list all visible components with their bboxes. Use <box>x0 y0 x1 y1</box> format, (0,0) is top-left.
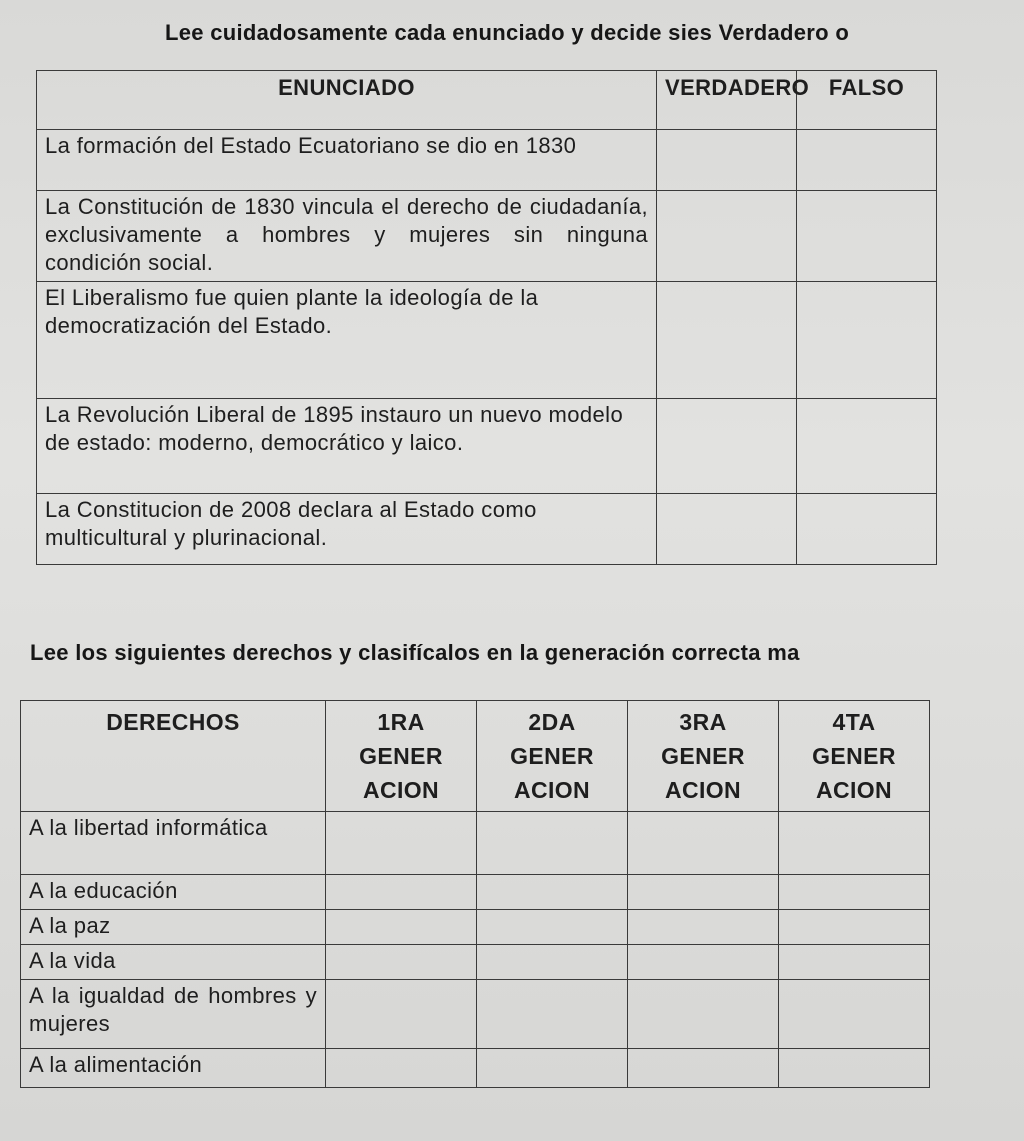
table-row <box>37 494 937 565</box>
instruction-generations: Lee los siguientes derechos y clasifícalos en la generación correcta ma <box>30 640 800 665</box>
true-answer-cell[interactable] <box>657 130 797 191</box>
gen-1-answer-cell[interactable] <box>326 1049 477 1088</box>
right-cell: A la libertad informática <box>21 812 326 875</box>
header-gen-2-line: ACION <box>513 777 591 803</box>
instruction-true-false: Lee cuidadosamente cada enunciado y decide sies Verdadero o <box>165 20 850 45</box>
statement-cell: La Constitución de 1830 vincula el derecho de ciudadanía, exclusivamente a hombres y mujeres sin ninguna condición social. <box>37 191 657 282</box>
table-row <box>21 980 930 1049</box>
true-answer-cell[interactable] <box>657 282 797 399</box>
header-gen-4-line: 4TA <box>832 709 876 735</box>
false-answer-cell[interactable] <box>797 494 937 565</box>
header-false-text: FALSO <box>828 75 905 100</box>
false-answer-cell[interactable] <box>797 191 937 282</box>
gen-3-answer-cell[interactable] <box>628 980 779 1049</box>
right-cell: A la igualdad de hombres y mujeres <box>21 980 326 1049</box>
table-row <box>21 910 930 945</box>
gen-4-answer-cell[interactable] <box>779 875 930 910</box>
gen-4-answer-cell[interactable] <box>779 945 930 980</box>
gen-1-answer-cell[interactable] <box>326 980 477 1049</box>
table-header-row <box>21 701 930 812</box>
true-answer-cell[interactable] <box>657 494 797 565</box>
right-cell: A la vida <box>21 945 326 980</box>
gen-3-answer-cell[interactable] <box>628 875 779 910</box>
header-gen-1-line: GENER <box>359 743 443 769</box>
gen-1-answer-cell[interactable] <box>326 945 477 980</box>
gen-2-answer-cell[interactable] <box>477 980 628 1049</box>
table-row <box>21 812 930 875</box>
true-answer-cell[interactable] <box>657 399 797 494</box>
statement-cell: La Revolución Liberal de 1895 instauro un nuevo modelo de estado: moderno, democrático y laico. <box>37 399 657 494</box>
header-gen-2-line: 2DA <box>528 709 576 735</box>
right-cell: A la educación <box>21 875 326 910</box>
gen-2-answer-cell[interactable] <box>477 875 628 910</box>
header-gen-4-line: GENER <box>812 743 896 769</box>
header-statement <box>37 71 657 130</box>
header-statement-text: ENUNCIADO <box>278 75 415 100</box>
false-answer-cell[interactable] <box>797 399 937 494</box>
gen-3-answer-cell[interactable] <box>628 945 779 980</box>
gen-3-answer-cell[interactable] <box>628 1049 779 1088</box>
header-gen-3-line: 3RA <box>679 709 727 735</box>
statement-cell: La Constitucion de 2008 declara al Estado como multicultural y plurinacional. <box>37 494 657 565</box>
table-row <box>37 399 937 494</box>
table-row <box>37 282 937 399</box>
header-gen-1-line: ACION <box>362 777 440 803</box>
table-row <box>21 875 930 910</box>
right-cell: A la paz <box>21 910 326 945</box>
table-row <box>37 130 937 191</box>
header-gen-1 <box>326 701 477 812</box>
statement-cell: La formación del Estado Ecuatoriano se dio en 1830 <box>37 130 657 191</box>
header-true-text: VERDADERO <box>665 75 810 100</box>
gen-2-answer-cell[interactable] <box>477 1049 628 1088</box>
gen-4-answer-cell[interactable] <box>779 910 930 945</box>
header-gen-2 <box>477 701 628 812</box>
header-false <box>797 71 937 130</box>
rights-generation-table <box>20 700 930 1088</box>
header-gen-3-line: ACION <box>664 777 742 803</box>
true-answer-cell[interactable] <box>657 191 797 282</box>
header-gen-3-line: GENER <box>661 743 745 769</box>
table-header-row <box>37 71 937 130</box>
true-false-table <box>36 70 937 565</box>
false-answer-cell[interactable] <box>797 282 937 399</box>
gen-1-answer-cell[interactable] <box>326 875 477 910</box>
statement-cell: El Liberalismo fue quien plante la ideología de la democratización del Estado. <box>37 282 657 399</box>
gen-1-answer-cell[interactable] <box>326 910 477 945</box>
header-gen-3 <box>628 701 779 812</box>
right-cell: A la alimentación <box>21 1049 326 1088</box>
table-row <box>37 191 937 282</box>
header-gen-4-line: ACION <box>815 777 893 803</box>
gen-4-answer-cell[interactable] <box>779 980 930 1049</box>
gen-1-answer-cell[interactable] <box>326 812 477 875</box>
header-true <box>657 71 810 130</box>
table-row <box>21 945 930 980</box>
table-row <box>21 1049 930 1088</box>
false-answer-cell[interactable] <box>797 130 937 191</box>
header-rights: DERECHOS <box>21 701 326 812</box>
header-gen-1-line: 1RA <box>377 709 425 735</box>
header-gen-2-line: GENER <box>510 743 594 769</box>
header-gen-4 <box>779 701 930 812</box>
gen-4-answer-cell[interactable] <box>779 812 930 875</box>
gen-3-answer-cell[interactable] <box>628 812 779 875</box>
gen-2-answer-cell[interactable] <box>477 910 628 945</box>
gen-2-answer-cell[interactable] <box>477 945 628 980</box>
gen-3-answer-cell[interactable] <box>628 910 779 945</box>
gen-4-answer-cell[interactable] <box>779 1049 930 1088</box>
gen-2-answer-cell[interactable] <box>477 812 628 875</box>
